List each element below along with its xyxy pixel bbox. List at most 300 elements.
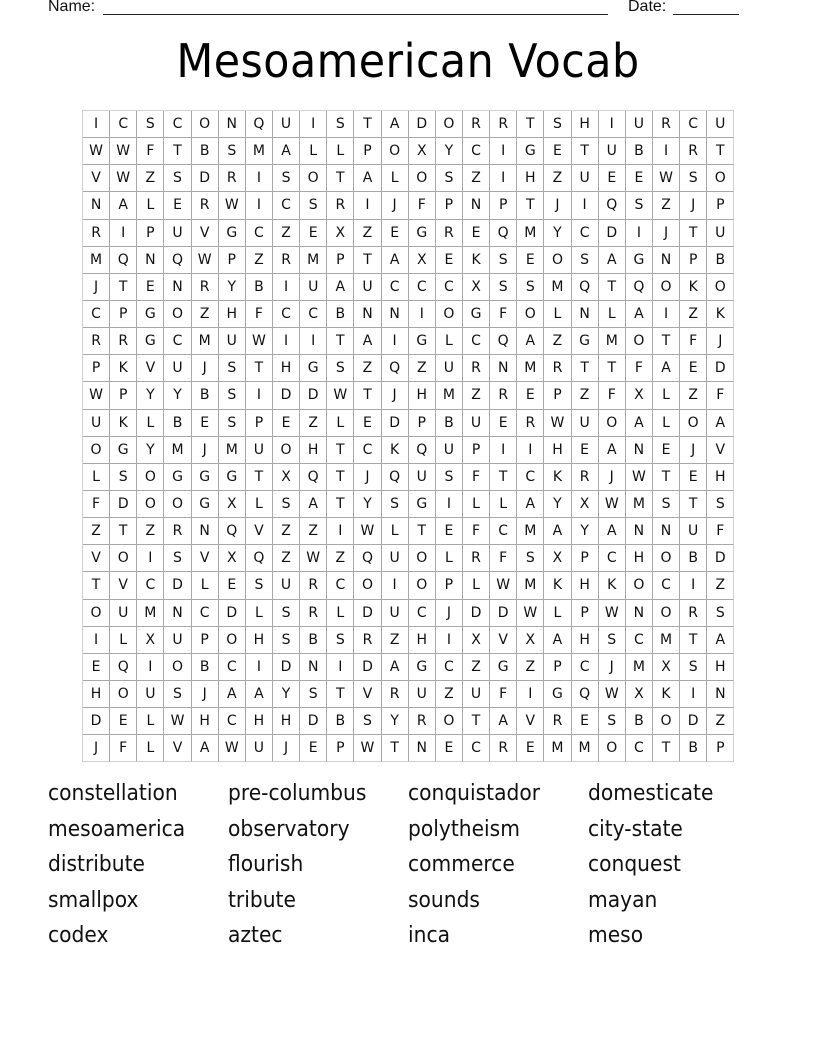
grid-cell[interactable]: H bbox=[246, 627, 273, 654]
grid-cell[interactable]: X bbox=[409, 247, 436, 274]
grid-cell[interactable]: U bbox=[409, 464, 436, 491]
grid-cell[interactable]: I bbox=[680, 572, 707, 599]
grid-cell[interactable]: E bbox=[653, 437, 680, 464]
grid-cell[interactable]: U bbox=[273, 111, 300, 138]
grid-cell[interactable]: T bbox=[327, 437, 354, 464]
grid-cell[interactable]: K bbox=[110, 410, 137, 437]
grid-cell[interactable]: U bbox=[626, 111, 653, 138]
grid-cell[interactable]: J bbox=[544, 192, 571, 219]
grid-cell[interactable]: O bbox=[219, 627, 246, 654]
grid-cell[interactable]: C bbox=[463, 735, 490, 762]
grid-cell[interactable]: U bbox=[354, 274, 381, 301]
grid-cell[interactable]: O bbox=[110, 681, 137, 708]
grid-cell[interactable]: C bbox=[626, 627, 653, 654]
grid-cell[interactable]: L bbox=[436, 328, 463, 355]
grid-cell[interactable]: B bbox=[327, 301, 354, 328]
grid-cell[interactable]: Z bbox=[463, 382, 490, 409]
grid-cell[interactable]: P bbox=[680, 247, 707, 274]
grid-cell[interactable]: E bbox=[110, 708, 137, 735]
grid-cell[interactable]: U bbox=[463, 681, 490, 708]
grid-cell[interactable]: R bbox=[490, 111, 517, 138]
grid-cell[interactable]: W bbox=[517, 600, 544, 627]
grid-cell[interactable]: Z bbox=[544, 328, 571, 355]
grid-cell[interactable]: E bbox=[382, 220, 409, 247]
grid-cell[interactable]: I bbox=[300, 328, 327, 355]
grid-cell[interactable]: P bbox=[327, 735, 354, 762]
grid-cell[interactable]: R bbox=[517, 410, 544, 437]
grid-cell[interactable]: T bbox=[246, 355, 273, 382]
grid-cell[interactable]: L bbox=[246, 600, 273, 627]
date-field[interactable] bbox=[673, 0, 739, 15]
grid-cell[interactable]: J bbox=[382, 382, 409, 409]
grid-cell[interactable]: S bbox=[436, 165, 463, 192]
grid-cell[interactable]: V bbox=[192, 545, 219, 572]
grid-cell[interactable]: O bbox=[707, 274, 734, 301]
grid-cell[interactable]: L bbox=[653, 410, 680, 437]
grid-cell[interactable]: S bbox=[219, 410, 246, 437]
grid-cell[interactable]: R bbox=[436, 220, 463, 247]
grid-cell[interactable]: I bbox=[246, 165, 273, 192]
grid-cell[interactable]: P bbox=[544, 382, 571, 409]
grid-cell[interactable]: J bbox=[436, 600, 463, 627]
grid-cell[interactable]: T bbox=[653, 328, 680, 355]
grid-cell[interactable]: R bbox=[300, 600, 327, 627]
grid-cell[interactable]: W bbox=[246, 328, 273, 355]
grid-cell[interactable]: S bbox=[273, 491, 300, 518]
grid-cell[interactable]: Q bbox=[110, 654, 137, 681]
grid-cell[interactable]: D bbox=[409, 111, 436, 138]
grid-cell[interactable]: L bbox=[83, 464, 110, 491]
grid-cell[interactable]: N bbox=[164, 600, 191, 627]
grid-cell[interactable]: H bbox=[572, 111, 599, 138]
grid-cell[interactable]: I bbox=[572, 192, 599, 219]
grid-cell[interactable]: L bbox=[110, 627, 137, 654]
grid-cell[interactable]: N bbox=[137, 247, 164, 274]
grid-cell[interactable]: R bbox=[354, 627, 381, 654]
grid-cell[interactable]: L bbox=[137, 735, 164, 762]
grid-cell[interactable]: I bbox=[273, 328, 300, 355]
grid-cell[interactable]: C bbox=[382, 274, 409, 301]
grid-cell[interactable]: C bbox=[273, 192, 300, 219]
grid-cell[interactable]: Z bbox=[680, 301, 707, 328]
grid-cell[interactable]: I bbox=[490, 138, 517, 165]
grid-cell[interactable]: B bbox=[192, 138, 219, 165]
grid-cell[interactable]: E bbox=[517, 735, 544, 762]
grid-cell[interactable]: G bbox=[572, 328, 599, 355]
grid-cell[interactable]: R bbox=[110, 328, 137, 355]
grid-cell[interactable]: O bbox=[436, 301, 463, 328]
grid-cell[interactable]: I bbox=[300, 111, 327, 138]
grid-cell[interactable]: C bbox=[137, 572, 164, 599]
grid-cell[interactable]: Z bbox=[300, 518, 327, 545]
grid-cell[interactable]: R bbox=[192, 274, 219, 301]
grid-cell[interactable]: S bbox=[599, 627, 626, 654]
grid-cell[interactable]: I bbox=[490, 437, 517, 464]
grid-cell[interactable]: E bbox=[436, 518, 463, 545]
grid-cell[interactable]: R bbox=[382, 681, 409, 708]
grid-cell[interactable]: S bbox=[300, 192, 327, 219]
grid-cell[interactable]: F bbox=[707, 382, 734, 409]
grid-cell[interactable]: T bbox=[599, 274, 626, 301]
grid-cell[interactable]: A bbox=[300, 491, 327, 518]
grid-cell[interactable]: C bbox=[599, 545, 626, 572]
grid-cell[interactable]: N bbox=[626, 518, 653, 545]
grid-cell[interactable]: X bbox=[273, 464, 300, 491]
grid-cell[interactable]: E bbox=[490, 410, 517, 437]
grid-cell[interactable]: E bbox=[219, 572, 246, 599]
grid-cell[interactable]: O bbox=[626, 572, 653, 599]
grid-cell[interactable]: O bbox=[680, 410, 707, 437]
grid-cell[interactable]: O bbox=[110, 545, 137, 572]
grid-cell[interactable]: W bbox=[544, 410, 571, 437]
grid-cell[interactable]: I bbox=[327, 518, 354, 545]
grid-cell[interactable]: Z bbox=[680, 382, 707, 409]
grid-cell[interactable]: M bbox=[83, 247, 110, 274]
grid-cell[interactable]: V bbox=[83, 545, 110, 572]
grid-cell[interactable]: H bbox=[83, 681, 110, 708]
grid-cell[interactable]: Z bbox=[544, 165, 571, 192]
grid-cell[interactable]: S bbox=[110, 464, 137, 491]
grid-cell[interactable]: K bbox=[110, 355, 137, 382]
grid-cell[interactable]: P bbox=[544, 654, 571, 681]
grid-cell[interactable]: B bbox=[192, 382, 219, 409]
grid-cell[interactable]: E bbox=[436, 735, 463, 762]
grid-cell[interactable]: E bbox=[192, 410, 219, 437]
grid-cell[interactable]: C bbox=[327, 572, 354, 599]
grid-cell[interactable]: N bbox=[382, 301, 409, 328]
grid-cell[interactable]: M bbox=[137, 600, 164, 627]
grid-cell[interactable]: L bbox=[137, 192, 164, 219]
grid-cell[interactable]: G bbox=[137, 328, 164, 355]
grid-cell[interactable]: V bbox=[83, 165, 110, 192]
grid-cell[interactable]: Q bbox=[490, 220, 517, 247]
grid-cell[interactable]: U bbox=[300, 274, 327, 301]
grid-cell[interactable]: W bbox=[327, 382, 354, 409]
grid-cell[interactable]: L bbox=[490, 491, 517, 518]
grid-cell[interactable]: O bbox=[137, 464, 164, 491]
grid-cell[interactable]: X bbox=[572, 491, 599, 518]
grid-cell[interactable]: N bbox=[707, 681, 734, 708]
grid-cell[interactable]: T bbox=[653, 735, 680, 762]
grid-cell[interactable]: F bbox=[246, 301, 273, 328]
grid-cell[interactable]: F bbox=[680, 328, 707, 355]
grid-cell[interactable]: P bbox=[572, 545, 599, 572]
grid-cell[interactable]: W bbox=[354, 735, 381, 762]
grid-cell[interactable]: U bbox=[680, 518, 707, 545]
grid-cell[interactable]: S bbox=[164, 545, 191, 572]
grid-cell[interactable]: A bbox=[382, 247, 409, 274]
grid-cell[interactable]: Y bbox=[164, 382, 191, 409]
grid-cell[interactable]: T bbox=[572, 138, 599, 165]
grid-cell[interactable]: T bbox=[517, 192, 544, 219]
grid-cell[interactable]: V bbox=[246, 518, 273, 545]
grid-cell[interactable]: S bbox=[626, 192, 653, 219]
grid-cell[interactable]: S bbox=[137, 111, 164, 138]
grid-cell[interactable]: S bbox=[490, 274, 517, 301]
grid-cell[interactable]: Q bbox=[354, 545, 381, 572]
grid-cell[interactable]: J bbox=[680, 437, 707, 464]
grid-cell[interactable]: T bbox=[490, 464, 517, 491]
grid-cell[interactable]: D bbox=[110, 491, 137, 518]
grid-cell[interactable]: A bbox=[517, 328, 544, 355]
grid-cell[interactable]: F bbox=[409, 192, 436, 219]
grid-cell[interactable]: O bbox=[273, 437, 300, 464]
grid-cell[interactable]: G bbox=[409, 654, 436, 681]
grid-cell[interactable]: L bbox=[463, 491, 490, 518]
grid-cell[interactable]: Z bbox=[300, 410, 327, 437]
grid-cell[interactable]: S bbox=[354, 708, 381, 735]
grid-cell[interactable]: C bbox=[572, 654, 599, 681]
grid-cell[interactable]: S bbox=[246, 572, 273, 599]
grid-cell[interactable]: R bbox=[544, 355, 571, 382]
grid-cell[interactable]: V bbox=[517, 708, 544, 735]
grid-cell[interactable]: T bbox=[164, 138, 191, 165]
grid-cell[interactable]: H bbox=[572, 572, 599, 599]
grid-cell[interactable]: P bbox=[707, 192, 734, 219]
grid-cell[interactable]: J bbox=[192, 355, 219, 382]
grid-cell[interactable]: S bbox=[572, 247, 599, 274]
grid-cell[interactable]: O bbox=[164, 654, 191, 681]
grid-cell[interactable]: K bbox=[653, 681, 680, 708]
grid-cell[interactable]: E bbox=[436, 247, 463, 274]
grid-cell[interactable]: Z bbox=[653, 192, 680, 219]
grid-cell[interactable]: X bbox=[463, 274, 490, 301]
grid-cell[interactable]: X bbox=[517, 627, 544, 654]
grid-cell[interactable]: P bbox=[436, 572, 463, 599]
grid-cell[interactable]: A bbox=[626, 410, 653, 437]
grid-cell[interactable]: Z bbox=[192, 301, 219, 328]
grid-cell[interactable]: L bbox=[544, 600, 571, 627]
grid-cell[interactable]: G bbox=[463, 301, 490, 328]
grid-cell[interactable]: E bbox=[572, 437, 599, 464]
grid-cell[interactable]: I bbox=[517, 437, 544, 464]
grid-cell[interactable]: O bbox=[137, 491, 164, 518]
grid-cell[interactable]: G bbox=[409, 328, 436, 355]
grid-cell[interactable]: O bbox=[409, 165, 436, 192]
grid-cell[interactable]: U bbox=[164, 220, 191, 247]
grid-cell[interactable]: W bbox=[300, 545, 327, 572]
grid-cell[interactable]: A bbox=[382, 654, 409, 681]
grid-cell[interactable]: E bbox=[517, 247, 544, 274]
grid-cell[interactable]: I bbox=[246, 654, 273, 681]
grid-cell[interactable]: Z bbox=[137, 165, 164, 192]
grid-cell[interactable]: A bbox=[707, 410, 734, 437]
grid-cell[interactable]: F bbox=[490, 681, 517, 708]
grid-cell[interactable]: I bbox=[680, 681, 707, 708]
grid-cell[interactable]: T bbox=[653, 464, 680, 491]
grid-cell[interactable]: R bbox=[572, 464, 599, 491]
grid-cell[interactable]: P bbox=[490, 192, 517, 219]
grid-cell[interactable]: A bbox=[626, 301, 653, 328]
grid-cell[interactable]: H bbox=[626, 545, 653, 572]
grid-cell[interactable]: J bbox=[192, 681, 219, 708]
grid-cell[interactable]: K bbox=[707, 301, 734, 328]
grid-cell[interactable]: I bbox=[327, 654, 354, 681]
grid-cell[interactable]: M bbox=[517, 220, 544, 247]
grid-cell[interactable]: T bbox=[517, 111, 544, 138]
grid-cell[interactable]: Z bbox=[246, 247, 273, 274]
grid-cell[interactable]: F bbox=[137, 138, 164, 165]
grid-cell[interactable]: B bbox=[246, 274, 273, 301]
grid-cell[interactable]: S bbox=[164, 681, 191, 708]
grid-cell[interactable]: X bbox=[327, 220, 354, 247]
grid-cell[interactable]: C bbox=[436, 654, 463, 681]
grid-cell[interactable]: I bbox=[436, 627, 463, 654]
grid-cell[interactable]: X bbox=[219, 545, 246, 572]
grid-cell[interactable]: P bbox=[707, 735, 734, 762]
grid-cell[interactable]: L bbox=[463, 572, 490, 599]
grid-cell[interactable]: L bbox=[137, 708, 164, 735]
grid-cell[interactable]: L bbox=[300, 138, 327, 165]
grid-cell[interactable]: G bbox=[110, 437, 137, 464]
grid-cell[interactable]: W bbox=[354, 518, 381, 545]
grid-cell[interactable]: W bbox=[110, 165, 137, 192]
grid-cell[interactable]: E bbox=[83, 654, 110, 681]
grid-cell[interactable]: B bbox=[300, 627, 327, 654]
grid-cell[interactable]: O bbox=[599, 735, 626, 762]
grid-cell[interactable]: Z bbox=[382, 627, 409, 654]
grid-cell[interactable]: N bbox=[409, 735, 436, 762]
grid-cell[interactable]: L bbox=[382, 518, 409, 545]
grid-cell[interactable]: C bbox=[409, 274, 436, 301]
grid-cell[interactable]: M bbox=[626, 491, 653, 518]
grid-cell[interactable]: Q bbox=[246, 545, 273, 572]
grid-cell[interactable]: M bbox=[626, 654, 653, 681]
grid-cell[interactable]: X bbox=[653, 654, 680, 681]
grid-cell[interactable]: D bbox=[219, 600, 246, 627]
grid-cell[interactable]: P bbox=[436, 192, 463, 219]
grid-cell[interactable]: T bbox=[83, 572, 110, 599]
grid-cell[interactable]: I bbox=[83, 627, 110, 654]
grid-cell[interactable]: B bbox=[436, 410, 463, 437]
grid-cell[interactable]: M bbox=[300, 247, 327, 274]
grid-cell[interactable]: B bbox=[327, 708, 354, 735]
grid-cell[interactable]: C bbox=[300, 301, 327, 328]
grid-cell[interactable]: I bbox=[83, 111, 110, 138]
grid-cell[interactable]: Z bbox=[273, 545, 300, 572]
grid-cell[interactable]: T bbox=[110, 274, 137, 301]
grid-cell[interactable]: N bbox=[490, 355, 517, 382]
grid-cell[interactable]: C bbox=[164, 111, 191, 138]
grid-cell[interactable]: I bbox=[382, 572, 409, 599]
grid-cell[interactable]: O bbox=[164, 301, 191, 328]
grid-cell[interactable]: S bbox=[436, 464, 463, 491]
grid-cell[interactable]: O bbox=[436, 708, 463, 735]
grid-cell[interactable]: A bbox=[354, 328, 381, 355]
grid-cell[interactable]: J bbox=[273, 735, 300, 762]
grid-cell[interactable]: C bbox=[653, 572, 680, 599]
grid-cell[interactable]: N bbox=[626, 600, 653, 627]
grid-cell[interactable]: O bbox=[164, 491, 191, 518]
grid-cell[interactable]: G bbox=[300, 355, 327, 382]
grid-cell[interactable]: U bbox=[572, 410, 599, 437]
grid-cell[interactable]: R bbox=[463, 545, 490, 572]
grid-cell[interactable]: T bbox=[599, 355, 626, 382]
grid-cell[interactable]: E bbox=[300, 735, 327, 762]
grid-cell[interactable]: G bbox=[219, 464, 246, 491]
grid-cell[interactable]: I bbox=[490, 165, 517, 192]
grid-cell[interactable]: G bbox=[409, 220, 436, 247]
grid-cell[interactable]: Z bbox=[273, 220, 300, 247]
grid-cell[interactable]: E bbox=[164, 192, 191, 219]
grid-cell[interactable]: Y bbox=[436, 138, 463, 165]
grid-cell[interactable]: R bbox=[164, 518, 191, 545]
grid-cell[interactable]: D bbox=[164, 572, 191, 599]
grid-cell[interactable]: J bbox=[707, 328, 734, 355]
grid-cell[interactable]: U bbox=[83, 410, 110, 437]
grid-cell[interactable]: X bbox=[544, 545, 571, 572]
grid-cell[interactable]: Z bbox=[707, 708, 734, 735]
grid-cell[interactable]: Y bbox=[382, 708, 409, 735]
grid-cell[interactable]: M bbox=[436, 382, 463, 409]
grid-cell[interactable]: Q bbox=[409, 437, 436, 464]
grid-cell[interactable]: M bbox=[517, 518, 544, 545]
grid-cell[interactable]: A bbox=[219, 681, 246, 708]
grid-cell[interactable]: R bbox=[273, 247, 300, 274]
grid-cell[interactable]: D bbox=[273, 382, 300, 409]
grid-cell[interactable]: Y bbox=[354, 491, 381, 518]
grid-cell[interactable]: C bbox=[463, 138, 490, 165]
grid-cell[interactable]: T bbox=[327, 328, 354, 355]
grid-cell[interactable]: Q bbox=[626, 274, 653, 301]
grid-cell[interactable]: D bbox=[300, 708, 327, 735]
grid-cell[interactable]: E bbox=[273, 410, 300, 437]
grid-cell[interactable]: M bbox=[517, 355, 544, 382]
grid-cell[interactable]: O bbox=[409, 572, 436, 599]
grid-cell[interactable]: D bbox=[83, 708, 110, 735]
grid-cell[interactable]: A bbox=[382, 111, 409, 138]
grid-cell[interactable]: O bbox=[544, 247, 571, 274]
grid-cell[interactable]: T bbox=[707, 138, 734, 165]
grid-cell[interactable]: H bbox=[192, 708, 219, 735]
grid-cell[interactable]: I bbox=[382, 328, 409, 355]
grid-cell[interactable]: S bbox=[599, 708, 626, 735]
grid-cell[interactable]: Q bbox=[572, 681, 599, 708]
grid-cell[interactable]: U bbox=[164, 355, 191, 382]
grid-cell[interactable]: H bbox=[409, 627, 436, 654]
grid-cell[interactable]: S bbox=[219, 138, 246, 165]
grid-cell[interactable]: T bbox=[327, 464, 354, 491]
grid-cell[interactable]: L bbox=[327, 600, 354, 627]
grid-cell[interactable]: N bbox=[626, 437, 653, 464]
grid-cell[interactable]: R bbox=[83, 220, 110, 247]
grid-cell[interactable]: Q bbox=[599, 192, 626, 219]
grid-cell[interactable]: T bbox=[680, 491, 707, 518]
grid-cell[interactable]: S bbox=[273, 600, 300, 627]
grid-cell[interactable]: C bbox=[273, 301, 300, 328]
grid-cell[interactable]: M bbox=[192, 328, 219, 355]
grid-cell[interactable]: S bbox=[327, 355, 354, 382]
grid-cell[interactable]: W bbox=[83, 138, 110, 165]
grid-cell[interactable]: V bbox=[164, 735, 191, 762]
grid-cell[interactable]: S bbox=[653, 491, 680, 518]
grid-cell[interactable]: C bbox=[246, 220, 273, 247]
grid-cell[interactable]: P bbox=[572, 600, 599, 627]
grid-cell[interactable]: S bbox=[273, 165, 300, 192]
grid-cell[interactable]: R bbox=[219, 165, 246, 192]
grid-cell[interactable]: Z bbox=[354, 355, 381, 382]
grid-cell[interactable]: O bbox=[436, 111, 463, 138]
grid-cell[interactable]: K bbox=[463, 247, 490, 274]
grid-cell[interactable]: M bbox=[517, 572, 544, 599]
grid-cell[interactable]: J bbox=[599, 654, 626, 681]
grid-cell[interactable]: M bbox=[599, 328, 626, 355]
grid-cell[interactable]: K bbox=[382, 437, 409, 464]
grid-cell[interactable]: Z bbox=[327, 545, 354, 572]
grid-cell[interactable]: V bbox=[490, 627, 517, 654]
grid-cell[interactable]: A bbox=[246, 681, 273, 708]
grid-cell[interactable]: F bbox=[463, 518, 490, 545]
